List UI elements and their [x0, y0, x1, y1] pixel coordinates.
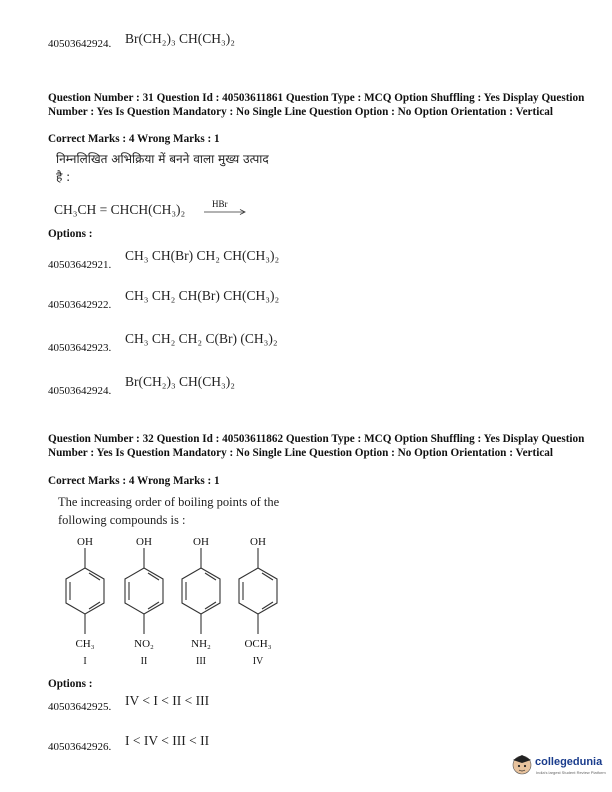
compound-4-bottom: OCH₃	[244, 638, 272, 650]
q31-options-label: Options :	[48, 228, 93, 240]
compound-3-bottom: NH₂	[191, 638, 211, 650]
q31-reagent: HBr	[212, 199, 228, 209]
benzene-ring-1	[66, 548, 104, 634]
reaction-arrow	[204, 208, 248, 216]
benzene-ring-3	[182, 548, 220, 634]
benzene-ring-2	[125, 548, 163, 634]
q32-option-2-formula: I < IV < III < II	[125, 733, 210, 748]
q31-option-2-id[interactable]: 40503642922.	[48, 299, 112, 311]
benzene-structures	[50, 548, 290, 640]
compound-2-bottom: NO₂	[134, 638, 154, 650]
q31-option-1-id[interactable]: 40503642921.	[48, 259, 112, 271]
option-id: 40503642924.	[48, 38, 112, 50]
q32-text-line1: The increasing order of boiling points of the	[58, 495, 280, 509]
q31-option-4-formula: Br(CH₂)₃ CH(CH₃)₂	[125, 374, 235, 389]
q32-marks: Correct Marks : 4 Wrong Marks : 1	[48, 475, 220, 487]
compound-4-numeral: IV	[252, 656, 264, 667]
q31-option-1-formula: CH₃ CH(Br) CH₂ CH(CH₃)₂	[125, 248, 280, 263]
q32-options-label: Options :	[48, 678, 93, 690]
q32-option-2-id[interactable]: 40503642926.	[48, 741, 112, 753]
q31-header: Question Number : 31 Question Id : 40503611861 Question Type : MCQ Option Shuffling : Yes Display Question Number : Yes Is Question Mandatory : No Single Line Question Option : No Option Orientation : Vertical	[48, 92, 585, 118]
benzene-ring-4	[239, 548, 277, 634]
q31-marks: Correct Marks : 4 Wrong Marks : 1	[48, 133, 220, 145]
mascot-icon	[511, 753, 533, 777]
compound-3-numeral: III	[196, 656, 206, 667]
q31-reactant: CH₃CH = CHCH(CH₃)₂	[54, 202, 186, 217]
q31-text-line2: है :	[56, 170, 71, 184]
q32-text-line2: following compounds is :	[58, 513, 186, 527]
option-formula: Br(CH₂)₃ CH(CH₃)₂	[125, 31, 235, 46]
q31-option-3-formula: CH₃ CH₂ CH₂ C(Br) (CH₃)₂	[125, 331, 278, 346]
compound-2-top: OH	[136, 536, 152, 548]
compound-1-top: OH	[77, 536, 93, 548]
q32-option-1-id[interactable]: 40503642925.	[48, 701, 112, 713]
q31-option-2-formula: CH₃ CH₂ CH(Br) CH(CH₃)₂	[125, 288, 280, 303]
compound-4-top: OH	[250, 536, 266, 548]
q31-option-3-id[interactable]: 40503642923.	[48, 342, 112, 354]
compound-3-top: OH	[193, 536, 209, 548]
logo-tagline: India's largest Student Review Platform	[536, 770, 606, 775]
compound-2-numeral: II	[140, 656, 148, 667]
compound-1-bottom: CH₃	[75, 638, 95, 650]
q32-header: Question Number : 32 Question Id : 40503611862 Question Type : MCQ Option Shuffling : Yes Display Question Number : Yes Is Question Mandatory : No Single Line Question Option : No Option Orientation : Vertical	[48, 433, 585, 459]
q32-option-1-formula: IV < I < II < III	[125, 693, 210, 708]
logo-name: collegedunia	[535, 756, 603, 768]
compound-1-numeral: I	[83, 656, 87, 667]
q31-text-line1: निम्नलिखित अभिक्रिया में बनने वाला मुख्य उत्पाद	[56, 152, 269, 166]
q31-option-4-id[interactable]: 40503642924.	[48, 385, 112, 397]
